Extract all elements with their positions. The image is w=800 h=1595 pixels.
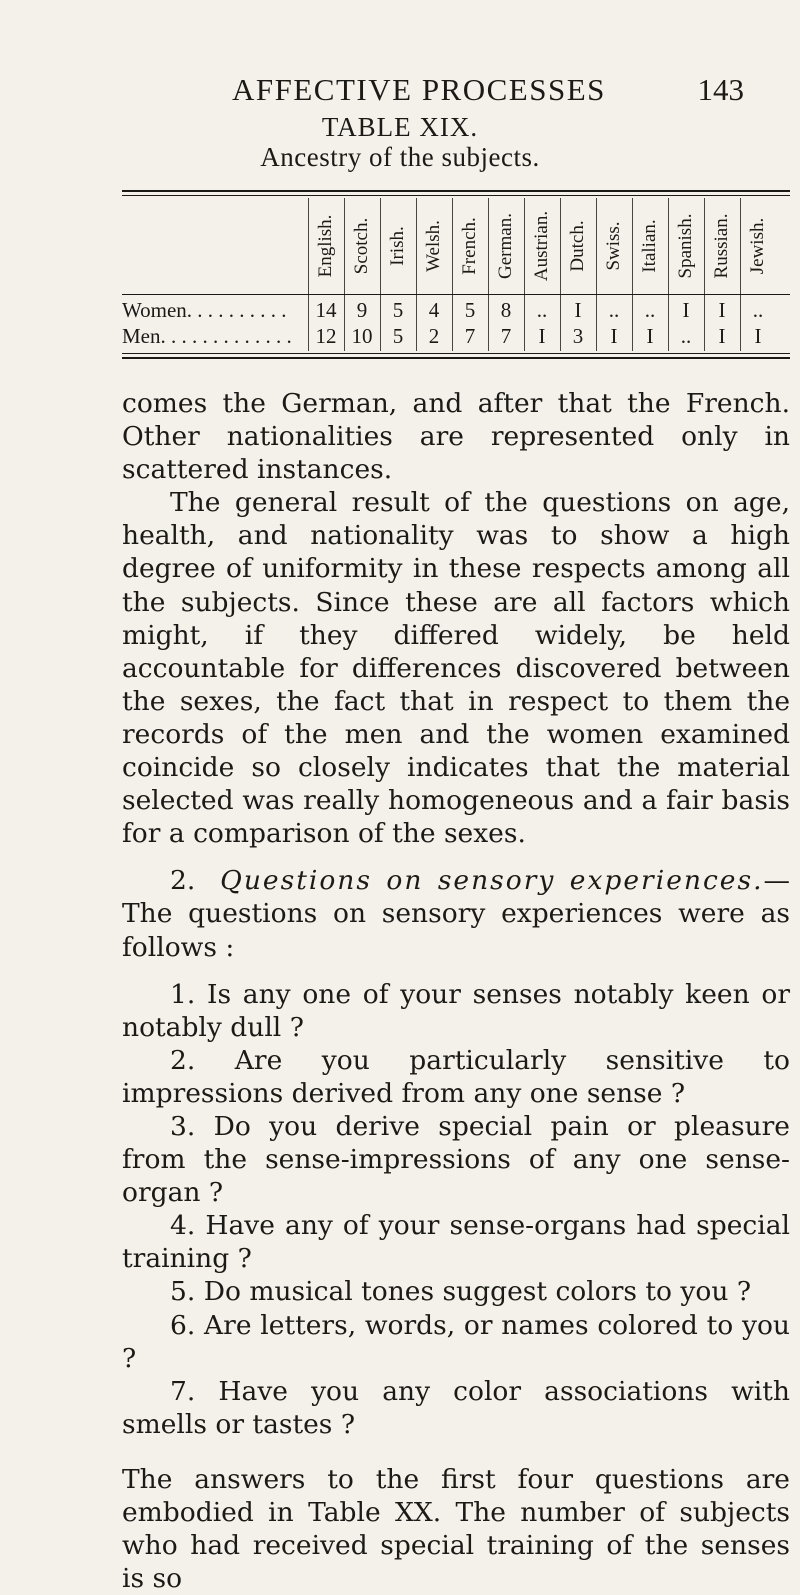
paragraph-continuation: comes the German, and after that the French. Other nationalities are represented only in scattered instances. xyxy=(122,388,790,486)
page-number: 143 xyxy=(697,72,744,107)
table-cell: 10 xyxy=(351,324,373,348)
table-cell: .. xyxy=(644,298,656,322)
column-header: English. xyxy=(315,214,336,278)
table-bottom-rule xyxy=(122,353,790,354)
question-item: 6. Are letters, words, or names colored to you ? xyxy=(122,1309,790,1374)
question-item: 7. Have you any color associations with smells or tastes ? xyxy=(122,1375,790,1440)
table-cell: 5 xyxy=(464,298,476,322)
section-number: 2. xyxy=(170,865,196,897)
column-divider xyxy=(740,198,741,351)
table-cell: I xyxy=(646,324,654,348)
column-header: Irish. xyxy=(387,226,408,266)
column-header: Italian. xyxy=(639,219,660,273)
body-text xyxy=(122,387,790,1595)
table-cell: 12 xyxy=(315,324,337,348)
column-header: Jewish. xyxy=(747,217,768,275)
column-divider xyxy=(380,198,381,351)
column-header: Welsh. xyxy=(423,220,444,272)
running-head-title: AFFECTIVE PROCESSES xyxy=(232,72,606,107)
table-header-rule xyxy=(122,294,790,295)
column-divider xyxy=(632,198,633,351)
question-item: 2. Are you particularly sensitive to impressions derived from any one sense ? xyxy=(122,1044,790,1109)
table-cell: .. xyxy=(680,324,692,348)
table-cell: I xyxy=(718,324,726,348)
table-cell: 9 xyxy=(356,298,368,322)
table-cell: 4 xyxy=(428,298,440,322)
column-header: Russian. xyxy=(711,213,732,279)
table-cell: I xyxy=(574,298,582,322)
column-header: Swiss. xyxy=(603,221,624,271)
table-cell: 5 xyxy=(392,298,404,322)
column-divider xyxy=(344,198,345,351)
table-cell: 14 xyxy=(315,298,337,322)
table-cell: .. xyxy=(752,298,764,322)
column-header: Dutch. xyxy=(567,220,588,272)
column-header: Scotch. xyxy=(351,217,372,275)
table-cell: .. xyxy=(608,298,620,322)
question-item: 5. Do musical tones suggest colors to you ? xyxy=(170,1276,752,1308)
column-divider xyxy=(488,198,489,351)
paragraph-answers: The answers to the first four questions are embodied in Table XX. The number of subjects who had received special training of the senses is so xyxy=(122,1463,790,1595)
section-title: Questions on sensory experiences. xyxy=(220,865,764,897)
table-cell: I xyxy=(718,298,726,322)
table-cell: .. xyxy=(536,298,548,322)
column-header: Austrian. xyxy=(531,210,552,282)
column-divider xyxy=(308,198,309,351)
column-divider xyxy=(524,198,525,351)
table-bottom-rule-thick xyxy=(122,357,790,359)
column-divider xyxy=(596,198,597,351)
table-cell: 3 xyxy=(572,324,584,348)
question-item: 4. Have any of your sense-organs had special training ? xyxy=(122,1210,790,1275)
table-cell: I xyxy=(754,324,762,348)
question-item: 3. Do you derive special pain or pleasure from the sense-impressions of any one sense-organ ? xyxy=(122,1110,790,1209)
column-header: Spanish. xyxy=(675,213,696,279)
row-label-women: Women. . . . . . . . . . xyxy=(122,298,287,322)
table-label: TABLE XIX. xyxy=(321,112,479,142)
table-top-rule xyxy=(122,190,790,192)
table-cell: 7 xyxy=(500,324,512,348)
table-cell: 7 xyxy=(464,324,476,348)
column-header: German. xyxy=(495,213,516,279)
table-cell: 2 xyxy=(428,324,440,348)
row-label-men: Men. . . . . . . . . . . . . xyxy=(122,324,292,348)
table-cell: I xyxy=(682,298,690,322)
section-heading-paragraph xyxy=(122,864,790,963)
column-divider xyxy=(560,198,561,351)
section-text: — The questions on sensory experiences were as follows : xyxy=(122,865,790,963)
table-cell: I xyxy=(610,324,618,348)
column-divider xyxy=(452,198,453,351)
table-cell: 8 xyxy=(500,298,512,322)
table-cell: I xyxy=(538,324,546,348)
table-top-rule-thin xyxy=(122,195,790,196)
column-divider xyxy=(704,198,705,351)
table-caption: Ancestry of the subjects. xyxy=(260,142,540,172)
question-item: 1. Is any one of your senses notably keen or notably dull ? xyxy=(122,978,790,1043)
table-cell: 5 xyxy=(392,324,404,348)
running-head xyxy=(0,72,800,112)
column-divider xyxy=(668,198,669,351)
column-divider xyxy=(416,198,417,351)
paragraph-general-result: The general result of the questions on age, health, and nationality was to show a high degree of uniformity in these respects among all the subjects. Since these are all factors which might, if they differed widely, be held accountable for differences discovered between the sexes, the fact that in respect to them the records of the men and the women examined coincide so closely indicates that the material selected was really homogeneous and a fair basis for a comparison of the sexes. xyxy=(122,487,790,850)
column-header: French. xyxy=(459,217,480,275)
